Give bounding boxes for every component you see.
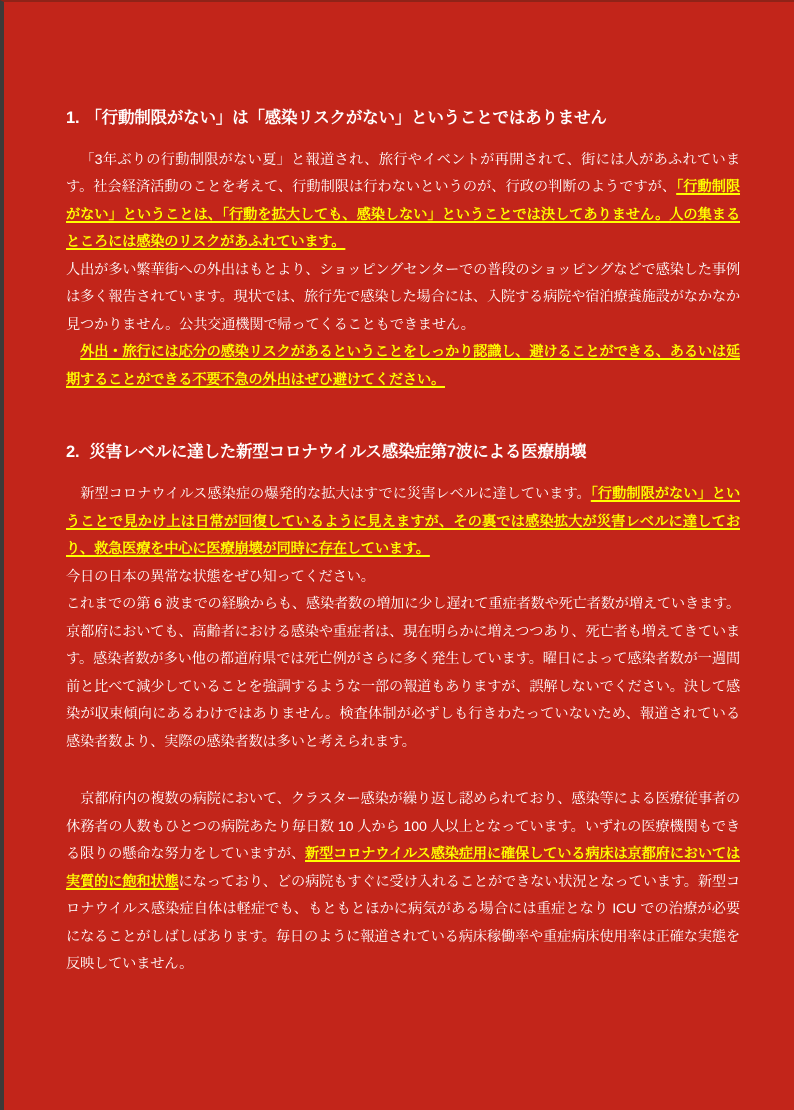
paragraph-spacer: [66, 756, 740, 786]
section-2-paragraph-4: [66, 786, 740, 979]
section-2-paragraph-3: [66, 591, 740, 756]
section-1: [66, 106, 740, 394]
text-run: になっており、どの病院もすぐに受け入れることができない状況となっています。新型コロナウイルス感染症自体は軽症でも、もともとほかに病気がある場合には重症となり ICU での治療が必要になることがしばしばあります。毎日のように報道されている病床稼働率や重症病床使用率は正確な実態を反映していません。: [66, 873, 740, 972]
section-2-paragraph-1: [66, 481, 740, 564]
text-run: これまでの第 6 波までの経験からも、感染者数の増加に少し遅れて重症者数や死亡者数が増えていきます。京都府においても、高齢者における感染や重症者は、現在明らかに増えつつあり、死亡者も増えてきています。感染者数が多い他の都道府県では死亡例がさらに多く発生しています。曜日によって感染者数が一週間前と比べて減少していることを強調するような一部の報道もありますが、誤解しないでください。決して感染が収束傾向にあるわけではありません。検査体制が必ずしも行きわたっていないため、報道されている感染者数より、実際の感染者数は多いと考えられます。: [66, 596, 740, 750]
text-run: 京都府内の複数の病院において、クラスター感染が繰り返し認められており、感染等による医療従事者の休務者の人数もひとつの病院あたり毎日数 10 人から 100 人以上となっています。いずれの医療機関もできる限りの懸命な努力をしていますが、: [66, 791, 740, 862]
highlighted-text-run: 「行動制限がない」ということは、「行動を拡大しても、感染しない」ということでは決してありません。人の集まるところには感染のリスクがあふれています。: [66, 179, 741, 251]
highlighted-text-run: 外出・旅行には応分の感染リスクがあるということをしっかり認識し、避けることができる、あるいは延期することができる不要不急の外出はぜひ避けてください。: [66, 344, 740, 388]
text-run: 今日の日本の異常な状態をぜひ知ってください。: [66, 568, 375, 585]
section-1-paragraph-3: [66, 339, 740, 394]
document-body: [66, 106, 740, 979]
section-2-heading: [66, 440, 740, 465]
section-1-paragraph-2: [66, 257, 740, 340]
section-2-paragraph-2: [66, 564, 740, 592]
highlighted-text-run: 新型コロナウイルス感染症用に確保している病床は京都府においては実質的に飽和状態: [66, 846, 740, 890]
section-2-heading-text: 災害レベルに達した新型コロナウイルス感染症第7波による医療崩壊: [89, 443, 587, 462]
text-run: 新型コロナウイルス感染症の爆発的な拡大はすでに災害レベルに達しています。: [80, 486, 591, 502]
section-1-heading: [66, 106, 740, 131]
section-2: [66, 440, 740, 978]
section-1-number: 1.: [66, 109, 80, 127]
section-2-number: 2.: [66, 443, 80, 462]
highlighted-text-run: 「行動制限がない」ということで見かけ上は日常が回復しているように見えますが、その裏では感染拡大が災害レベルに達しており、救急医療を中心に医療崩壊が同時に存在しています。: [66, 486, 740, 557]
text-run: 人出が多い繁華街への外出はもとより、ショッピングセンターでの普段のショッピングなどで感染した事例は多く報告されています。現状では、旅行先で感染した場合には、入院する病院や宿泊療養施設がなかなか見つかりません。公共交通機関で帰ってくることもできません。: [66, 261, 740, 333]
text-run: 「3年ぶりの行動制限がない夏」と報道され、旅行やイベントが再開されて、街には人があふれています。社会経済活動のことを考えて、行動制限は行わないというのが、行政の判断のようですが、: [66, 151, 740, 196]
section-spacer: [66, 394, 740, 440]
section-1-heading-text: 「行動制限がない」は「感染リスクがない」ということではありません: [85, 109, 607, 127]
section-1-paragraph-1: [66, 147, 740, 257]
